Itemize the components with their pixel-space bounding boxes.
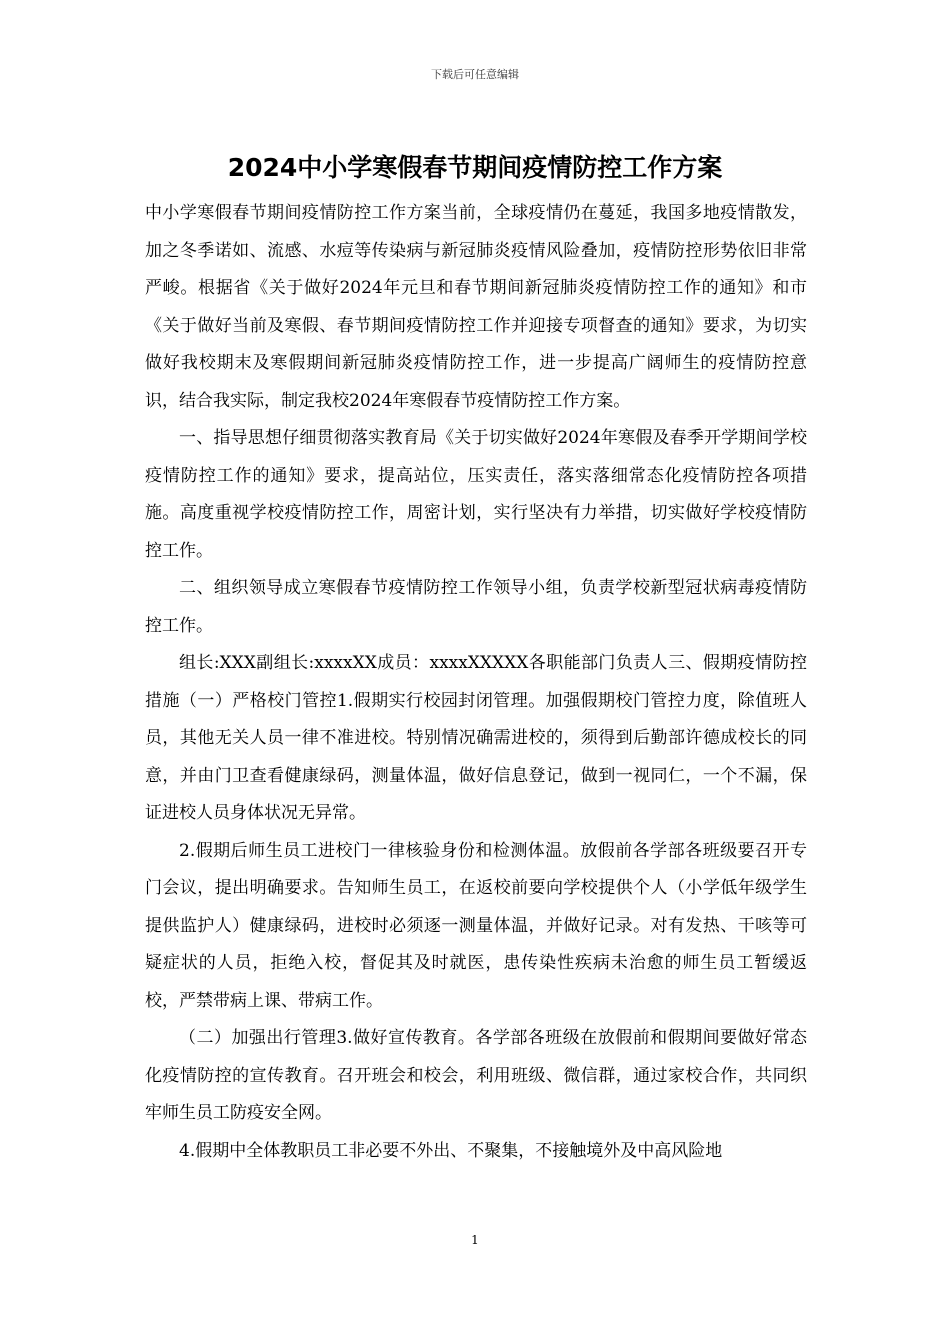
paragraph-identity-check: 2.假期后师生员工进校门一律核验身份和检测体温。放假前各学部各班级要召开专门会议，提出明确要求。告知师生员工，在返校前要向学校提供个人（小学低年级学生提供监护人）健康绿码，进校时必须逐一测量体温，并做好记录。对有发热、干咳等可疑症状的人员，拒绝入校，督促其及时就医，患传染性疾病未治愈的师生员工暂缓返校，严禁带病上课、带病工作。 xyxy=(145,840,807,1011)
page-header: 下载后可任意编辑 xyxy=(431,68,519,81)
paragraph-organization: 二、组织领导成立寒假春节疫情防控工作领导小组，负责学校新型冠状病毒疫情防控工作。 xyxy=(145,578,807,636)
page-number: 1 xyxy=(471,1233,479,1247)
paragraph-guiding-principle: 一、指导思想仔细贯彻落实教育局《关于切实做好2024年寒假及春季开学期间学校疫情防控工作的通知》要求，提高站位，压实责任，落实落细常态化疫情防控各项措施。高度重视学校疫情防控工作，周密计划，实行坚决有力举措，切实做好学校疫情防控工作。 xyxy=(145,428,807,561)
paragraph-travel-management: （二）加强出行管理3.做好宣传教育。各学部各班级在放假前和假期间要做好常态化疫情防控的宣传教育。召开班会和校会，利用班级、微信群，通过家校合作，共同织牢师生员工防疫安全网。 xyxy=(145,1028,807,1123)
paragraph-intro: 中小学寒假春节期间疫情防控工作方案当前，全球疫情仍在蔓延，我国多地疫情散发，加之冬季诺如、流感、水痘等传染病与新冠肺炎疫情风险叠加，疫情防控形势依旧非常严峻。根据省《关于做好2024年元旦和春节期间新冠肺炎疫情防控工作的通知》和市《关于做好当前及寒假、春节期间疫情防控工作并迎接专项督查的通知》要求，为切实做好我校期末及寒假期间新冠肺炎疫情防控工作，进一步提高广阔师生的疫情防控意识，结合我实际，制定我校2024年寒假春节疫情防控工作方案。 xyxy=(145,203,807,411)
paragraph-members-and-gate-control: 组长:XXX副组长:xxxxXX成员：xxxxXXXXX各职能部门负责人三、假期疫情防控措施（一）严格校门管控1.假期实行校园封闭管理。加强假期校门管控力度，除值班人员，其他无关人员一律不准进校。特别情况确需进校的，须得到后勤部许德成校长的同意，并由门卫查看健康绿码，测量体温，做好信息登记，做到一视同仁，一个不漏，保证进校人员身体状况无异常。 xyxy=(145,653,807,823)
document-body xyxy=(145,195,807,1170)
document-title: 2024中小学寒假春节期间疫情防控工作方案 xyxy=(227,153,723,182)
paragraph-staff-travel: 4.假期中全体教职员工非必要不外出、不聚集，不接触境外及中高风险地 xyxy=(179,1140,723,1161)
